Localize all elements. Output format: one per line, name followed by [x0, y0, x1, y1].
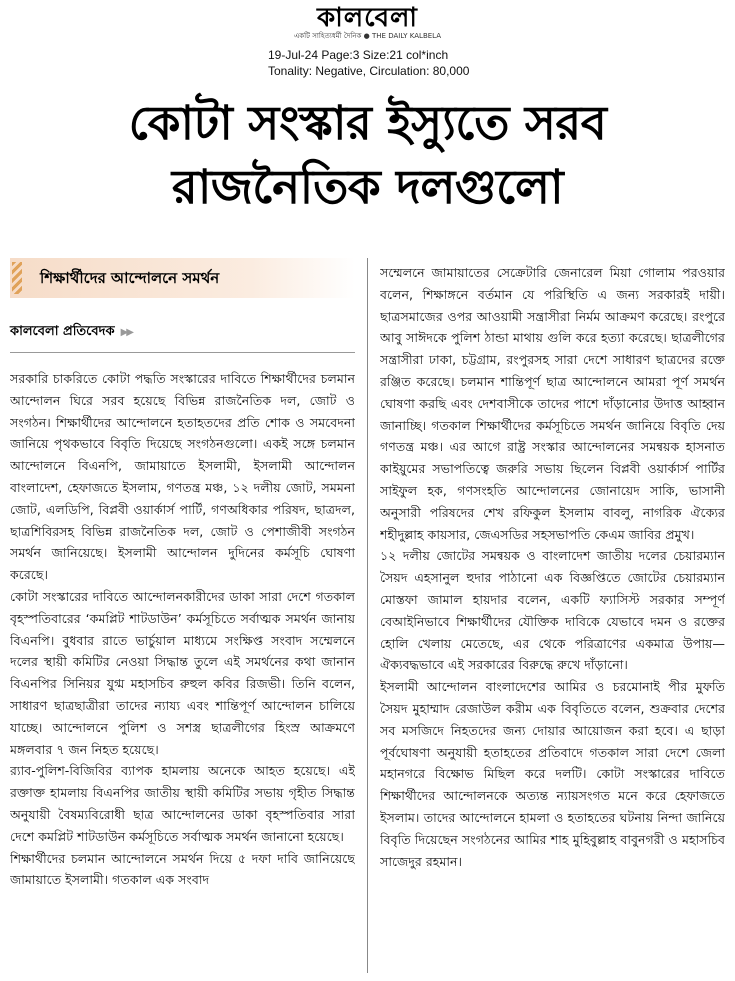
meta-date-page-size: 19-Jul-24 Page:3 Size:21 col*inch: [268, 48, 449, 62]
article-column-1: [10, 368, 355, 973]
headline-line-2: রাজনৈতিক দলগুলো: [171, 160, 564, 215]
article-paragraph: ইসলামী আন্দোলন বাংলাদেশের আমির ও চরমোনাই পীর মুফতি সৈয়দ মুহাম্মাদ রেজাউল করীম এক বিবৃতিতে বলেন, শুক্রবার দেশের সব মসজিদে নিহতদের জন্য দোয়ার আয়োজন করা হবে। এ ছাড়া পূর্বঘোষণা অনুযায়ী হতাহতের প্রতিবাদে গতকাল সারা দেশে জেলা মহানগরে বিক্ষোভ মিছিল করে দলটি। কোটা সংস্কারের দাবিতে শিক্ষার্থীদের আন্দোলনকে অত্যন্ত ন্যায়সংগত মনে করে হেফাজতে ইসলাম। তাদের আন্দোলনে হামলা ও হতাহতের ঘটনায় নিন্দা জানিয়ে বিবৃতি দিয়েছেন সংগঠনের আমির শাহ মুহিবুল্লাহ বাবুনগরী ও মহাসচিব সাজেদুর রহমান।: [380, 679, 725, 869]
masthead: [0, 4, 735, 41]
article-paragraph: সম্মেলনে জামায়াতের সেক্রেটারি জেনারেল মিয়া গোলাম পরওয়ার বলেন, শিক্ষাঙ্গনে বর্তমান যে পরিস্থিতি এ জন্য সরকারই দায়ী। ছাত্রসমাজের ওপর আওয়ামী সন্ত্রাসীরা নির্মম আক্রমণ করেছে। রংপুরে আবু সাঈদকে পুলিশ ঠান্ডা মাথায় গুলি করে হত্যা করেছে। ছাত্রলীগের সন্ত্রাসীরা ঢাকা, চট্টগ্রাম, রংপুরসহ সারা দেশে সাধারণ ছাত্রদের রক্তে রঞ্জিত করেছে। চলমান শান্তিপূর্ণ ছাত্র আন্দোলনে আমরা পূর্ণ সমর্থন ঘোষণা করছি এবং দেশবাসীকে তাদের পাশে দাঁড়ানোর উদাত্ত আহ্বান জানাচ্ছি। গতকাল শিক্ষার্থীদের কর্মসূচিতে সমর্থন জানিয়ে বিবৃতি দেয় গণতন্ত্র মঞ্চ। এর আগে রাষ্ট্র সংস্কার আন্দোলনের সমন্বয়ক হাসনাত কাইয়ুমের সভাপতিত্বে জরুরি সভায় ছিলেন বিপ্লবী ওয়ার্কার্স পার্টির সাইফুল হক, গণসংহতি আন্দোলনের জোনায়েদ সাকি, ভাসানী অনুসারী পরিষদের শেখ রফিকুল ইসলাম বাবলু, নাগরিক ঐক্যের শহীদুল্লাহ কায়সার, জেএসডির সহসভাপতি কেএম জাবির প্রমুখ।: [380, 265, 725, 542]
byline: [10, 322, 132, 343]
subhead-box: [10, 258, 355, 298]
double-arrow-icon: ▶▶: [120, 327, 132, 338]
subhead-decoration: [12, 262, 22, 294]
headline-line-1: কোটা সংস্কার ইস্যুতে সরব: [128, 96, 607, 151]
clipping-meta: [268, 47, 469, 79]
subhead: শিক্ষার্থীদের আন্দোলনে সমর্থন: [40, 269, 220, 287]
article-paragraph: কোটা সংস্কারের দাবিতে আন্দোলনকারীদের ডাকা সারা দেশে গতকাল বৃহস্পতিবারের ‘কমপ্লিট শাটডাউন’ কর্মসূচিতে সর্বাত্মক সমর্থন জানায় বিএনপি। বুধবার রাতে ভার্চুয়াল মাধ্যমে সংক্ষিপ্ত সংবাদ সম্মেলনে দলের স্থায়ী কমিটির নেওয়া সিদ্ধান্ত তুলে এই সমর্থনের কথা জানান বিএনপির সিনিয়র যুগ্ম মহাসচিব রুহুল কবির রিজভী। তিনি বলেন, সাধারণ ছাত্রছাত্রীরা তাদের ন্যায্য এবং শান্তিপূর্ণ আন্দোলন চালিয়ে যাচ্ছে। আন্দোলনে পুলিশ ও সশস্ত্র ছাত্রলীগের হিংস্র আক্রমণে মঙ্গলবার ৭ জন নিহত হয়েছে।: [10, 588, 355, 757]
article-paragraph: সরকারি চাকরিতে কোটা পদ্ধতি সংস্কারের দাবিতে শিক্ষার্থীদের চলমান আন্দোলন ঘিরে সরব হয়েছে বিভিন্ন রাজনৈতিক দল, জোট ও সংগঠন। শিক্ষার্থীদের আন্দোলনে হতাহতদের প্রতি শোক ও সমবেদনা জানিয়ে পৃথকভাবে বিবৃতি দিয়েছে সংগঠনগুলো। একই সঙ্গে চলমান আন্দোলনে বিএনপি, জামায়াতে ইসলামী, ইসলামী আন্দোলন বাংলাদেশ, হেফাজতে ইসলাম, গণতন্ত্র মঞ্চ, ১২ দলীয় জোট, সমমনা জোট, এলডিপি, বিপ্লবী ওয়ার্কার্স পার্টি, গণঅধিকার পরিষদ, ছাত্রদল, ছাত্রশিবিরসহ বিভিন্ন রাজনৈতিক দল, জোট ও পেশাজীবী সংগঠন সমর্থন জানিয়েছে। ইসলামী আন্দোলন দুদিনের কর্মসূচি ঘোষণা করেছে।: [10, 371, 355, 583]
column-divider: [367, 258, 368, 973]
article-column-2: [380, 262, 725, 974]
meta-tonality-circulation: Tonality: Negative, Circulation: 80,000: [268, 64, 470, 78]
article-paragraph: শিক্ষার্থীদের চলমান আন্দোলনে সমর্থন দিয়ে ৫ দফা দাবি জানিয়েছে জামায়াতে ইসলামী। গতকাল এক সংবাদ: [10, 850, 355, 888]
headline: [20, 92, 715, 220]
newspaper-tagline: একটি সাহিত্যধর্মী দৈনিক ● THE DAILY KALBELA: [293, 32, 442, 40]
newspaper-logo: কালবেলা: [317, 3, 418, 33]
article-paragraph: র‍্যাব-পুলিশ-বিজিবির ব্যাপক হামলায় অনেকে আহত হয়েছে। এই রক্তাক্ত হামলায় বিএনপির জাতীয় স্থায়ী কমিটির সভায় গৃহীত সিদ্ধান্ত অনুযায়ী বৈষম্যবিরোধী ছাত্র আন্দোলনের ডাকা বৃহস্পতিবার সারা দেশে কমপ্লিট শাটডাউন কর্মসূচিতে সর্বাত্মক সমর্থন জানানো হয়েছে।: [10, 763, 355, 844]
byline-text: কালবেলা প্রতিবেদক: [10, 324, 115, 339]
article-paragraph: ১২ দলীয় জোটের সমন্বয়ক ও বাংলাদেশ জাতীয় দলের চেয়ারম্যান সৈয়দ এহসানুল হুদার পাঠানো এক বিজ্ঞপ্তিতে জোটের চেয়ারম্যান মোস্তফা জামাল হায়দার বলেন, একটি ফ্যাসিস্ট সরকার সম্পূর্ণ বেআইনিভাবে শিক্ষার্থীদের যৌক্তিক দাবিকে যেভাবে দমন ও রক্তের হোলি খেলায় মেতেছে, এর থেকে পরিত্রাণের একমাত্র উপায়—ঐক্যবদ্ধভাবে এই সরকারের বিরুদ্ধে রুখে দাঁড়ানো।: [380, 548, 725, 673]
byline-divider: [10, 352, 355, 353]
